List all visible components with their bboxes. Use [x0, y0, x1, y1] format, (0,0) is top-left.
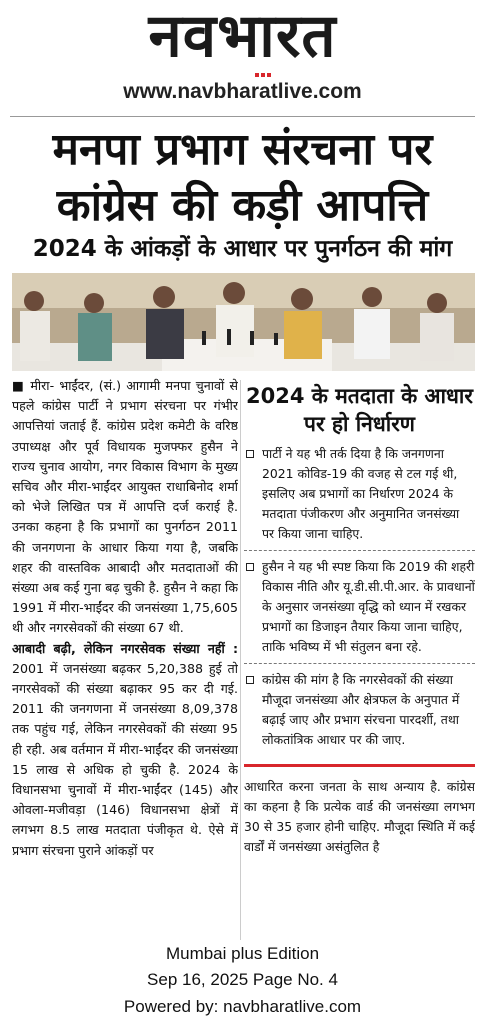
dashed-divider — [244, 663, 475, 664]
article-right-column — [244, 376, 475, 946]
masthead — [0, 0, 485, 118]
article-paragraph-text: 2001 में जनसंख्या बढ़कर 5,20,388 हुई तो नगरसेवकों की संख्या बढ़ाकर 95 कर दी गई. 2011 की जनगणना में जनसंख्या 8,09,378 तक पहुंच गई, लेकिन नगरसेवकों की संख्या 95 ही रही. अब वर्तमान में मीरा-भाईंदर की जनसंख्या 15 लाख से अधिक हो चुकी है. 2024 के विधानसभा चुनावों में मीरा-भाईंदर (145) और ओवला-मजीवड़ा (146) विधानसभा क्षेत्रों में लगभग 8.5 लाख मतदाता पंजीकृत थे. ऐसे में प्रभाग संरचना पुराने आंकड़ों पर — [12, 660, 238, 858]
column-divider — [240, 380, 241, 940]
article-paragraph — [12, 639, 238, 861]
bullet-point-text: पार्टी ने यह भी तर्क दिया है कि जनगणना 2021 कोविड-19 की वजह से टल गई थी, इसलिए अब प्रभागों का निर्धारण 2024 के मतदाता पंजीकरण और अनुमानित जनसंख्या पर किया जाना चाहिए. — [262, 446, 460, 541]
site-url[interactable]: www.navbharatlive.com — [123, 80, 362, 103]
date-page-label: Sep 16, 2025 Page No. 4 — [147, 970, 338, 989]
square-bullet-icon — [246, 563, 254, 571]
bullet-point — [244, 557, 475, 657]
article-continuation: आधारित करना जनता के साथ अन्याय है. कांग्रेस का कहना है कि प्रत्येक वार्ड की जनसंख्या लगभग 30 से 35 हजार होनी चाहिए. मौजूदा स्थिति में कई वार्डों में जनसंख्या असंतुलित है — [244, 779, 475, 854]
bullet-point — [244, 444, 475, 544]
article-left-column — [12, 376, 238, 946]
newspaper-logo: नवभारत — [148, 1, 337, 71]
subheadline: 2024 के आंकड़ों के आधार पर पुनर्गठन की मांग — [32, 236, 453, 262]
square-bullet-icon — [246, 676, 254, 684]
bullet-point — [244, 670, 475, 750]
sidebar-box-title: 2024 के मतदाता के आधार पर हो निर्धारण — [246, 384, 473, 436]
headline-line-2: कांग्रेस की कड़ी आपत्ति — [56, 180, 429, 231]
headline-line-1: मनपा प्रभाग संरचना पर — [52, 124, 433, 175]
logo-decoration — [250, 62, 276, 70]
red-divider — [244, 764, 475, 767]
photo-illustration — [12, 273, 475, 371]
powered-by-label[interactable]: Powered by: navbharatlive.com — [123, 997, 362, 1016]
bullet-point-text: कांग्रेस की मांग है कि नगरसेवकों की संख्या मौजूदा जनसंख्या और क्षेत्रफल के अनुपात में बढ़ाई जाए और प्रभाग संरचना पारदर्शी, तथा लोकतांत्रिक आधार पर की जाए. — [262, 672, 460, 747]
square-bullet-icon — [246, 450, 254, 458]
section-subheading: आबादी बढ़ी, लेकिन नगरसेवक संख्या नहीं : — [12, 640, 238, 656]
masthead-rule — [10, 116, 475, 117]
dashed-divider — [244, 550, 475, 551]
edition-label: Mumbai plus Edition — [165, 944, 320, 963]
bullet-point-text: हुसैन ने यह भी स्पष्ट किया कि 2019 की शहरी विकास नीति और यू.डी.सी.पी.आर. के प्रावधानों के अनुसार जनसंख्या वृद्धि को ध्यान में रखकर प्रभागों का डिजाइन तैयार किया जाना चाहिए, ताकि भविष्य में भी संतुलन बना रहे. — [262, 559, 475, 654]
article-paragraph: ■ मीरा- भाईंदर, (सं.) आगामी मनपा चुनावों से पहले कांग्रेस पार्टी ने प्रभाग संरचना पर गंभीर आपत्तियां जताई हैं. कांग्रेस प्रदेश कमेटी के वरिष्ठ उपाध्यक्ष और पूर्व विधायक मुजफ्फर हुसैन ने राज्य चुनाव आयोग, नगर विकास विभाग के मुख्य सचिव और मीरा-भाईंदर आयुक्त राधाबिनोद शर्मा को भेजे लिखित पत्र में आपत्ति दर्ज कराई है. उनका कहना है कि प्रभागों का पुनर्गठन 2011 की जनगणना के आधार किया गया है, जबकि शहर की वास्तविक आबादी और मतदाताओं की संख्या अब कई गुना बढ़ चुकी है. हुसैन ने कहा कि 1991 में मीरा-भाईंदर की जनसंख्या 1,75,605 थी और नगरसेवकों की संख्या 67 थी. — [12, 378, 238, 636]
press-conference-photo — [12, 273, 475, 371]
